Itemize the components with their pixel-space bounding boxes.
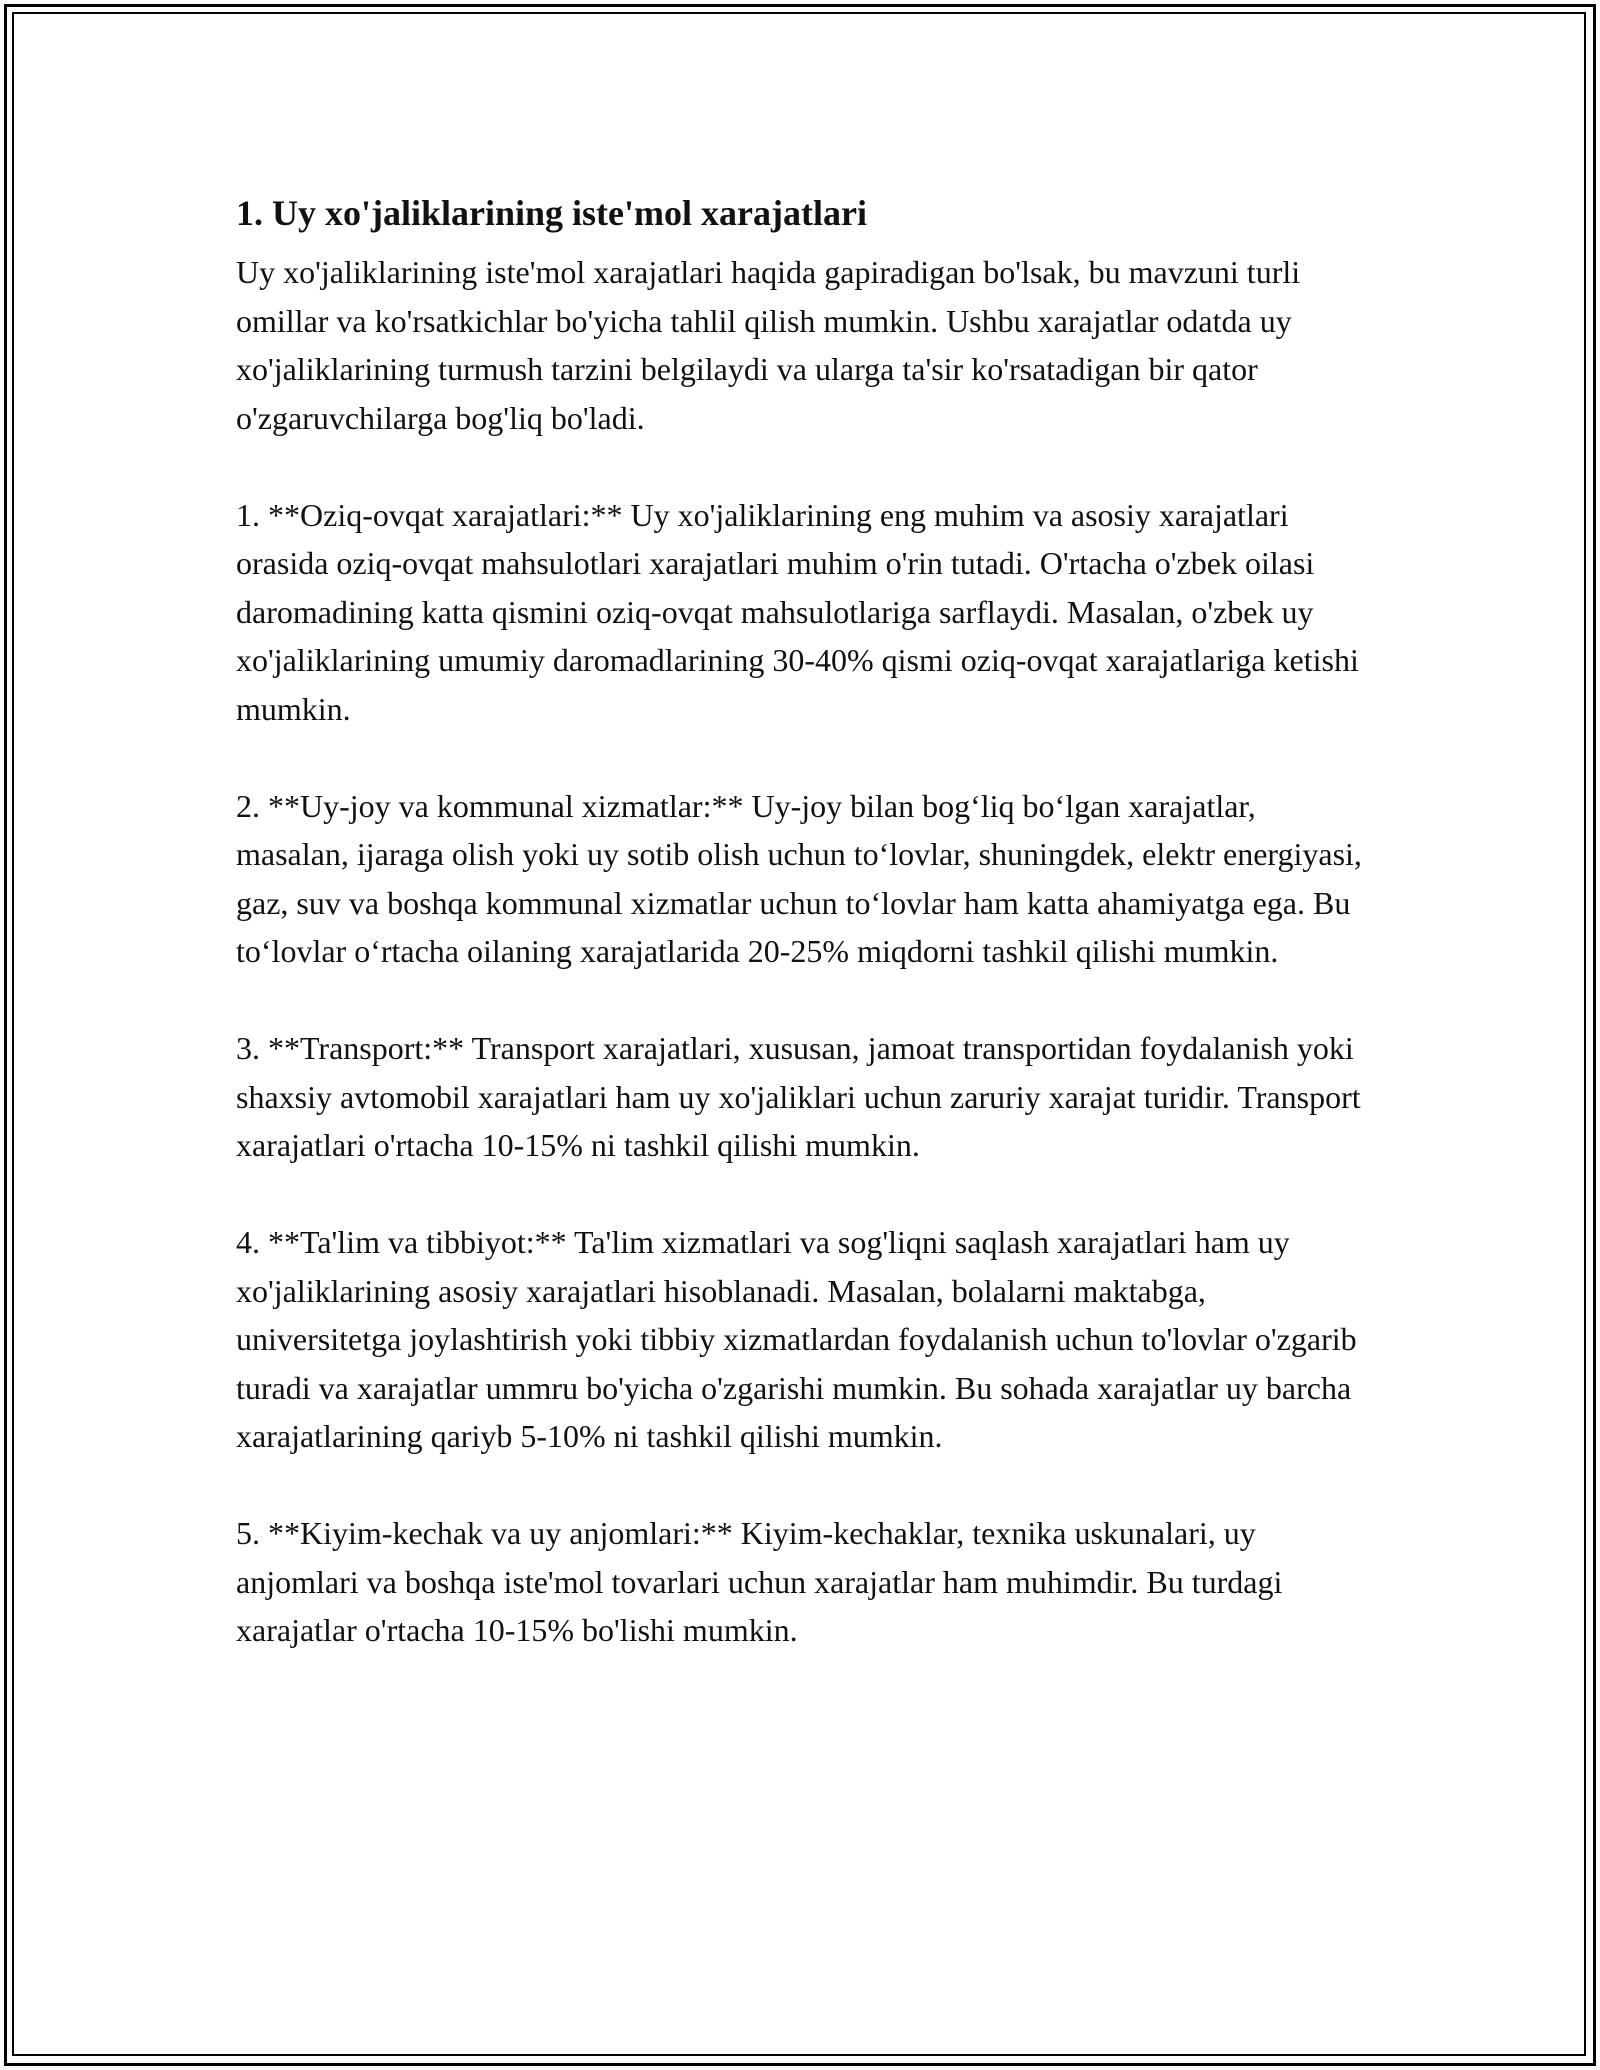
paragraph-clothing-household: 5. **Kiyim-kechak va uy anjomlari:** Kiyim-kechaklar, texnika uskunalari, uy anjomlari va boshqa iste'mol tovarlari uchun xarajatlar ham muhimdir. Bu turdagi xarajatlar o'rtacha 10-15% bo'lishi mumkin. <box>236 1515 1283 1648</box>
paragraph-housing-utilities: 2. **Uy-joy va kommunal xizmatlar:** Uy-joy bilan bog‘liq bo‘lgan xarajatlar, masalan, ijaraga olish yoki uy sotib olish uchun to‘lovlar, shuningdek, elektr energiyasi, gaz, suv va boshqa kommunal xizmatlar uchun to‘lovlar ham katta ahamiyatga ega. Bu to‘lovlar o‘rtacha oilaning xarajatlarida 20-25% miqdorni tashkil qilishi mumkin. <box>236 787 1362 969</box>
paragraph-transport: 3. **Transport:** Transport xarajatlari, xususan, jamoat transportidan foydalanish yoki shaxsiy avtomobil xarajatlari ham uy xo'jaliklari uchun zaruriy xarajat turidir. Transport xarajatlari o'rtacha 10-15% ni tashkil qilishi mumkin. <box>236 1030 1361 1163</box>
document-body <box>236 186 1366 1703</box>
document-title: 1. Uy xo'jaliklarining iste'mol xarajatlari <box>236 193 867 233</box>
paragraph-food-expenses: 1. **Oziq-ovqat xarajatlari:** Uy xo'jaliklarining eng muhim va asosiy xarajatlari orasida oziq-ovqat mahsulotlari xarajatlari muhim o'rin tutadi. O'rtacha o'zbek oilasi daromadining katta qismini oziq-ovqat mahsulotlariga sarflaydi. Masalan, o'zbek uy xo'jaliklarining umumiy daromadlarining 30-40% qismi oziq-ovqat xarajatlariga ketishi mumkin. <box>236 496 1359 727</box>
paragraph-intro: Uy xo'jaliklarining iste'mol xarajatlari haqida gapiradigan bo'lsak, bu mavzuni turli omillar va ko'rsatkichlar bo'yicha tahlil qilish mumkin. Ushbu xarajatlar odatda uy xo'jaliklarining turmush tarzini belgilaydi va ularga ta'sir ko'rsatadigan bir qator o'zgaruvchilarga bog'liq bo'ladi. <box>236 254 1301 436</box>
paragraph-education-health: 4. **Ta'lim va tibbiyot:** Ta'lim xizmatlari va sog'liqni saqlash xarajatlari ham uy xo'jaliklarining asosiy xarajatlari hisoblanadi. Masalan, bolalarni maktabga, universitetga joylashtirish yoki tibbiy xizmatlardan foydalanish uchun to'lovlar o'zgarib turadi va xarajatlar ummru bo'yicha o'zgarishi mumkin. Bu sohada xarajatlar uy barcha xarajatlarining qariyb 5-10% ni tashkil qilishi mumkin. <box>236 1224 1357 1454</box>
